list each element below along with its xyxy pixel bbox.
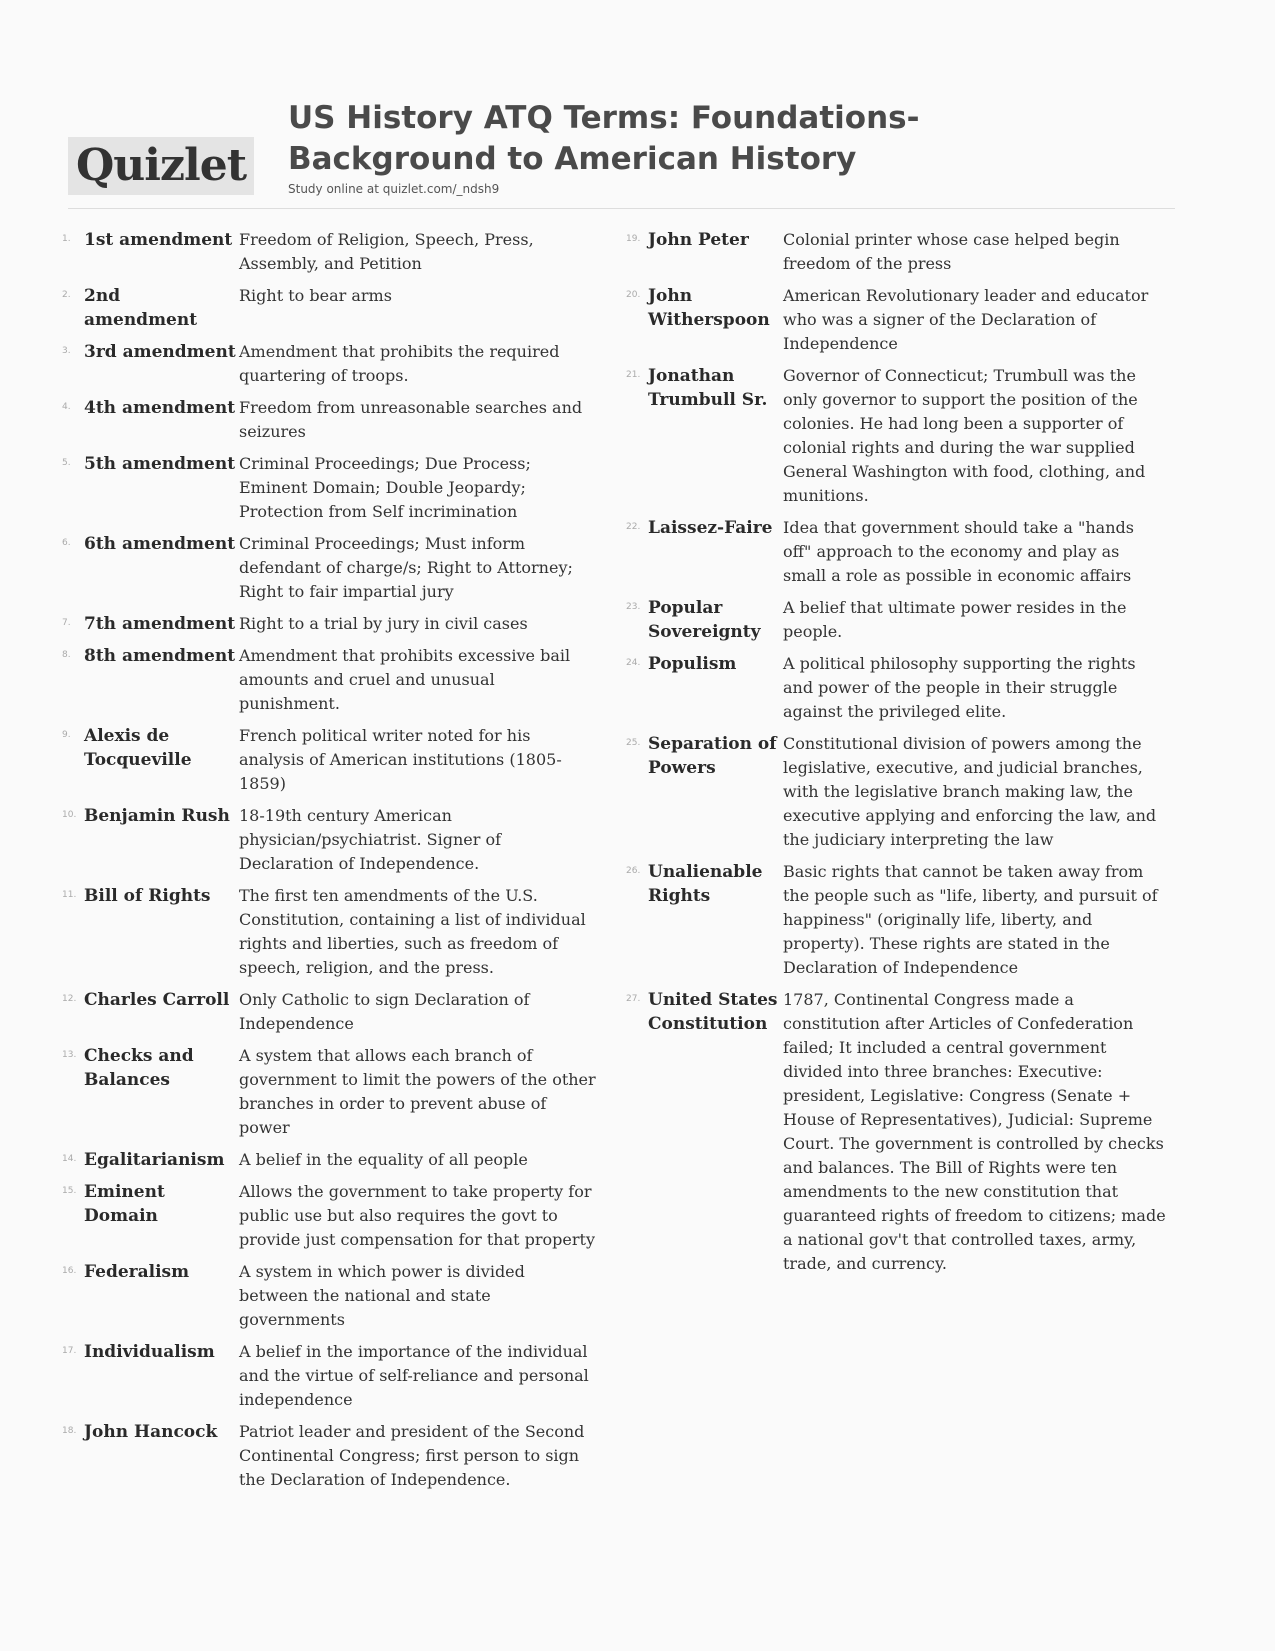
term-number: 14.	[62, 1154, 77, 1164]
term-entry	[62, 1260, 597, 1332]
term-number: 26.	[626, 866, 641, 876]
term-word: Individualism	[84, 1342, 215, 1362]
term-word: Alexis de Tocqueville	[84, 726, 192, 770]
term-number: 1.	[62, 234, 71, 244]
term-entry	[626, 652, 1166, 724]
term-entry	[62, 1148, 597, 1172]
term-word: Checks and Balances	[84, 1046, 194, 1090]
term-number: 24.	[626, 658, 641, 668]
term-entry	[626, 860, 1166, 980]
term-word: Egalitarianism	[84, 1150, 225, 1170]
header-divider	[68, 208, 1175, 209]
term-definition: Criminal Proceedings; Due Process; Eminent Domain; Double Jeopardy; Protection from Self incrimination	[239, 454, 531, 521]
logo-text: Quizlet	[75, 140, 247, 191]
term-entry	[626, 516, 1166, 588]
term-entry	[62, 884, 597, 980]
term-number: 7.	[62, 618, 71, 628]
term-number: 13.	[62, 1050, 77, 1060]
quizlet-logo	[68, 137, 254, 195]
term-number: 22.	[626, 522, 641, 532]
term-definition: Allows the government to take property for public use but also requires the govt to provide just compensation for that property	[239, 1182, 595, 1249]
term-definition: Constitutional division of powers among the legislative, executive, and judicial branches, with the legislative branch making law, the executive applying and enforcing the law, and the judiciary interpreting the law	[783, 734, 1157, 849]
term-word: 7th amendment	[84, 614, 236, 634]
term-word: John Witherspoon	[648, 286, 770, 330]
term-entry	[626, 988, 1166, 1276]
term-number: 15.	[62, 1186, 77, 1196]
term-entry	[62, 1044, 597, 1140]
term-definition: 1787, Continental Congress made a constitution after Articles of Confederation failed; It included a central government divided into three branches: Executive: president, Legislative: Congress (Senate + House of Representatives), Judicial: Supreme Court. The government is controlled by checks and balances. The Bill of Rights were ten amendments to the new constitution that guaranteed rights of freedom to citizens; made a national gov't that controlled taxes, army, trade, and currency.	[783, 990, 1166, 1273]
term-word: Unalienable Rights	[648, 862, 763, 906]
term-entry	[626, 284, 1166, 356]
term-definition: Only Catholic to sign Declaration of Independence	[239, 990, 530, 1033]
term-definition: Amendment that prohibits the required quartering of troops.	[239, 342, 560, 385]
term-number: 9.	[62, 730, 71, 740]
term-word: John Peter	[648, 230, 749, 250]
term-entry	[62, 284, 597, 332]
term-word: 2nd amendment	[84, 286, 198, 330]
term-entry	[62, 1420, 597, 1492]
term-word: 4th amendment	[84, 398, 236, 418]
term-word: 6th amendment	[84, 534, 236, 554]
term-definition: French political writer noted for his analysis of American institutions (1805-1859)	[239, 726, 562, 793]
term-word: Bill of Rights	[84, 886, 211, 906]
term-entry	[62, 988, 597, 1036]
term-entry	[62, 1340, 597, 1412]
term-definition: Governor of Connecticut; Trumbull was the only governor to support the position of the colonies. He had long been a supporter of colonial rights and during the war supplied General Washington with food, clothing, and munitions.	[783, 366, 1146, 505]
term-entry	[62, 452, 597, 524]
term-definition: Right to bear arms	[239, 286, 392, 305]
term-word: United States Constitution	[648, 990, 778, 1034]
term-definition: A system in which power is divided between the national and state governments	[239, 1262, 525, 1329]
term-entry	[62, 804, 597, 876]
term-definition: Criminal Proceedings; Must inform defendant of charge/s; Right to Attorney; Right to fair impartial jury	[239, 534, 573, 601]
term-definition: A belief that ultimate power resides in the people.	[783, 598, 1127, 641]
term-number: 2.	[62, 290, 71, 300]
term-definition: Amendment that prohibits excessive bail amounts and cruel and unusual punishment.	[239, 646, 571, 713]
term-entry	[62, 228, 597, 276]
study-online-link[interactable]: Study online at quizlet.com/_ndsh9	[288, 182, 500, 196]
term-word: Popular Sovereignty	[648, 598, 761, 642]
term-entry	[626, 228, 1166, 276]
term-entry	[62, 724, 597, 796]
term-number: 27.	[626, 994, 641, 1004]
term-word: Jonathan Trumbull Sr.	[648, 366, 768, 410]
term-number: 5.	[62, 458, 71, 468]
term-entry	[62, 612, 597, 636]
term-number: 3.	[62, 346, 71, 356]
term-word: 3rd amendment	[84, 342, 236, 362]
term-word: John Hancock	[84, 1422, 218, 1442]
terms-column-right	[626, 228, 1166, 1284]
term-definition: Idea that government should take a "hands off" approach to the economy and play as small a role as possible in economic affairs	[783, 518, 1134, 585]
term-number: 18.	[62, 1426, 77, 1436]
term-word: 8th amendment	[84, 646, 236, 666]
term-entry	[626, 732, 1166, 852]
term-entry	[62, 340, 597, 388]
term-definition: The first ten amendments of the U.S. Constitution, containing a list of individual rights and liberties, such as freedom of speech, religion, and the press.	[239, 886, 586, 977]
term-number: 19.	[626, 234, 641, 244]
term-number: 21.	[626, 370, 641, 380]
term-definition: Freedom from unreasonable searches and seizures	[239, 398, 583, 441]
term-word: Federalism	[84, 1262, 190, 1282]
term-word: Laissez-Faire	[648, 518, 773, 538]
term-number: 10.	[62, 810, 77, 820]
term-entry	[62, 644, 597, 716]
term-definition: A belief in the importance of the individual and the virtue of self-reliance and personal independence	[239, 1342, 589, 1409]
term-definition: Colonial printer whose case helped begin freedom of the press	[783, 230, 1120, 273]
term-number: 4.	[62, 402, 71, 412]
terms-column-left	[62, 228, 597, 1500]
term-definition: 18-19th century American physician/psychiatrist. Signer of Declaration of Independence.	[239, 806, 502, 873]
term-entry	[62, 1180, 597, 1252]
term-entry	[626, 596, 1166, 644]
term-entry	[62, 396, 597, 444]
term-number: 6.	[62, 538, 71, 548]
term-definition: American Revolutionary leader and educator who was a signer of the Declaration of Independence	[783, 286, 1149, 353]
term-word: Separation of Powers	[648, 734, 777, 778]
term-definition: A system that allows each branch of government to limit the powers of the other branches in order to prevent abuse of power	[239, 1046, 596, 1137]
term-number: 8.	[62, 650, 71, 660]
term-definition: Freedom of Religion, Speech, Press, Assembly, and Petition	[239, 230, 534, 273]
term-word: Eminent Domain	[84, 1182, 165, 1226]
term-number: 11.	[62, 890, 77, 900]
term-number: 17.	[62, 1346, 77, 1356]
term-word: Benjamin Rush	[84, 806, 230, 826]
term-word: Charles Carroll	[84, 990, 230, 1010]
term-number: 25.	[626, 738, 641, 748]
term-definition: Right to a trial by jury in civil cases	[239, 614, 528, 633]
term-number: 12.	[62, 994, 77, 1004]
term-definition: Basic rights that cannot be taken away from the people such as "life, liberty, and pursuit of happiness" (originally life, liberty, and property). These rights are stated in the Declaration of Independence	[783, 862, 1158, 977]
term-number: 16.	[62, 1266, 77, 1276]
page-title: US History ATQ Terms: Foundations- Background to American History	[288, 100, 920, 177]
term-number: 23.	[626, 602, 641, 612]
term-definition: A belief in the equality of all people	[239, 1150, 528, 1169]
term-number: 20.	[626, 290, 641, 300]
term-definition: A political philosophy supporting the rights and power of the people in their struggle against the privileged elite.	[783, 654, 1136, 721]
term-entry	[626, 364, 1166, 508]
term-definition: Patriot leader and president of the Second Continental Congress; first person to sign the Declaration of Independence.	[239, 1422, 585, 1489]
term-entry	[62, 532, 597, 604]
term-word: 1st amendment	[84, 230, 233, 250]
term-word: Populism	[648, 654, 737, 674]
term-word: 5th amendment	[84, 454, 236, 474]
